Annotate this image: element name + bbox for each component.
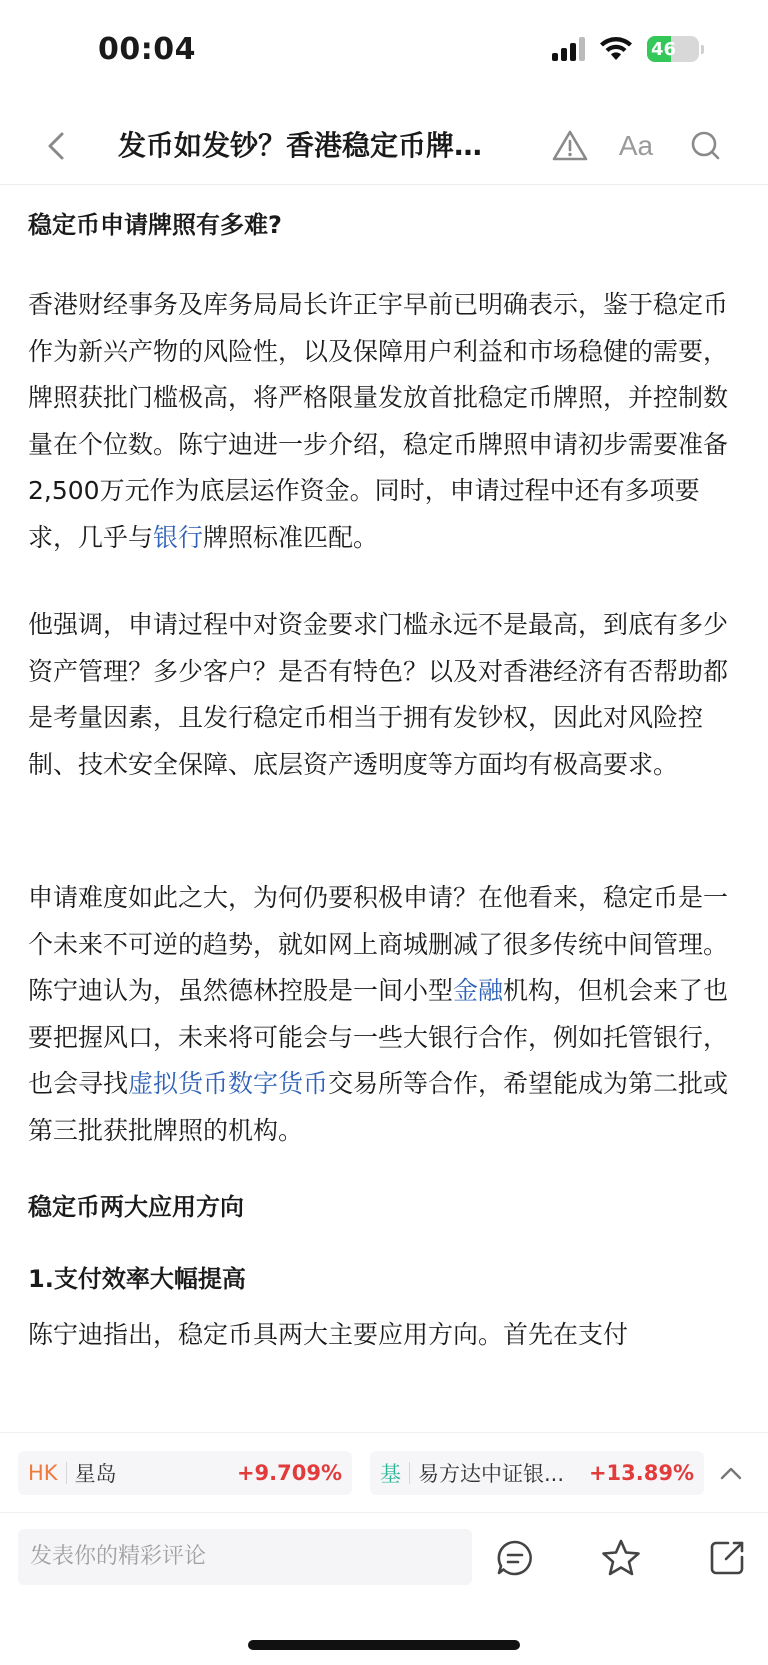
comment-input[interactable]: 发表你的精彩评论 xyxy=(18,1529,472,1585)
section-subheading: 1.支付效率大幅提高 xyxy=(28,1265,246,1293)
related-stocks-bar xyxy=(0,1432,768,1513)
search-icon[interactable] xyxy=(686,126,726,166)
font-size-icon[interactable]: Aa xyxy=(618,130,654,161)
stock-change: +9.709% xyxy=(236,1461,342,1485)
status-time: 00:04 xyxy=(98,32,196,67)
home-indicator[interactable] xyxy=(248,1640,520,1650)
section-heading: 稳定币申请牌照有多难? xyxy=(28,211,282,239)
stock-chip[interactable] xyxy=(18,1451,352,1495)
chevron-up-icon[interactable] xyxy=(716,1459,746,1489)
paragraph-text: 机构，但机会来了也要把握风口，未来将可能会与一些大银行合作，例如托管银行，也会寻找 xyxy=(28,976,729,1098)
section-heading: 稳定币两大应用方向 xyxy=(28,1193,244,1221)
market-tag: 基 xyxy=(380,1462,401,1486)
keyword-link-crypto[interactable]: 虚拟货币数字货币 xyxy=(128,1069,329,1098)
share-icon[interactable] xyxy=(706,1537,748,1579)
article-paragraph: 他强调，申请过程中对资金要求门槛永远不是最高，到底有多少资产管理？多少客户？是否有特色？以及对香港经济有否帮助都是考量因素，且发行稳定币相当于拥有发钞权，因此对风险控制、技术安全保障、底层资产透明度等方面均有极高要求。 xyxy=(28,610,729,779)
article-paragraph xyxy=(28,282,740,561)
bottom-action-bar xyxy=(0,1512,768,1613)
battery-level: 46 xyxy=(651,38,677,60)
warning-icon[interactable] xyxy=(550,126,590,166)
star-icon[interactable] xyxy=(600,1537,642,1579)
fund-name: 易方达中证银... xyxy=(418,1462,565,1486)
paragraph-text: 香港财经事务及库务局局长许正宇早前已明确表示，鉴于稳定币作为新兴产物的风险性，以及保障用户利益和市场稳健的需要，牌照获批门槛极高，将严格限量发放首批稳定币牌照，并控制数量在个位数。陈宁迪进一步介绍，稳定币牌照申请初步需要准备2,500万元作为底层运作资金。同时，申请过程中还有多项要求，几乎与 xyxy=(28,290,729,552)
article-paragraph xyxy=(28,875,740,1154)
keyword-link-bank[interactable]: 银行 xyxy=(153,522,204,552)
paragraph-text: 申请难度如此之大，为何仍要积极申请？在他看来，稳定币是一个未来不可逆的趋势，就如网上商城删减了很多传统中间管理。陈宁迪认为，虽然德林控股是一间小型 xyxy=(28,883,729,1005)
article-title: 发币如发钞？香港稳定币牌… xyxy=(118,129,483,162)
cellular-signal-icon xyxy=(552,37,585,61)
nav-bar xyxy=(0,108,768,185)
paragraph-text: 牌照标准匹配。 xyxy=(203,522,379,552)
status-indicators xyxy=(552,36,704,62)
wifi-icon xyxy=(599,36,633,62)
article-paragraph: 陈宁迪指出，稳定币具两大主要应用方向。首先在支付 xyxy=(28,1320,629,1349)
stock-name: 星岛 xyxy=(74,1462,117,1486)
fund-change: +13.89% xyxy=(588,1461,694,1485)
market-tag: HK xyxy=(28,1461,58,1485)
battery-icon xyxy=(647,36,699,62)
status-bar xyxy=(0,0,768,100)
back-icon[interactable] xyxy=(38,126,78,166)
paragraph-text: 交易所等合作，希望能成为第二批或第三批获批牌照的机构。 xyxy=(28,1069,729,1145)
fund-chip[interactable] xyxy=(370,1451,704,1495)
keyword-link-finance[interactable]: 金融 xyxy=(453,976,504,1005)
article-body xyxy=(28,190,740,1430)
comment-icon[interactable] xyxy=(494,1537,536,1579)
